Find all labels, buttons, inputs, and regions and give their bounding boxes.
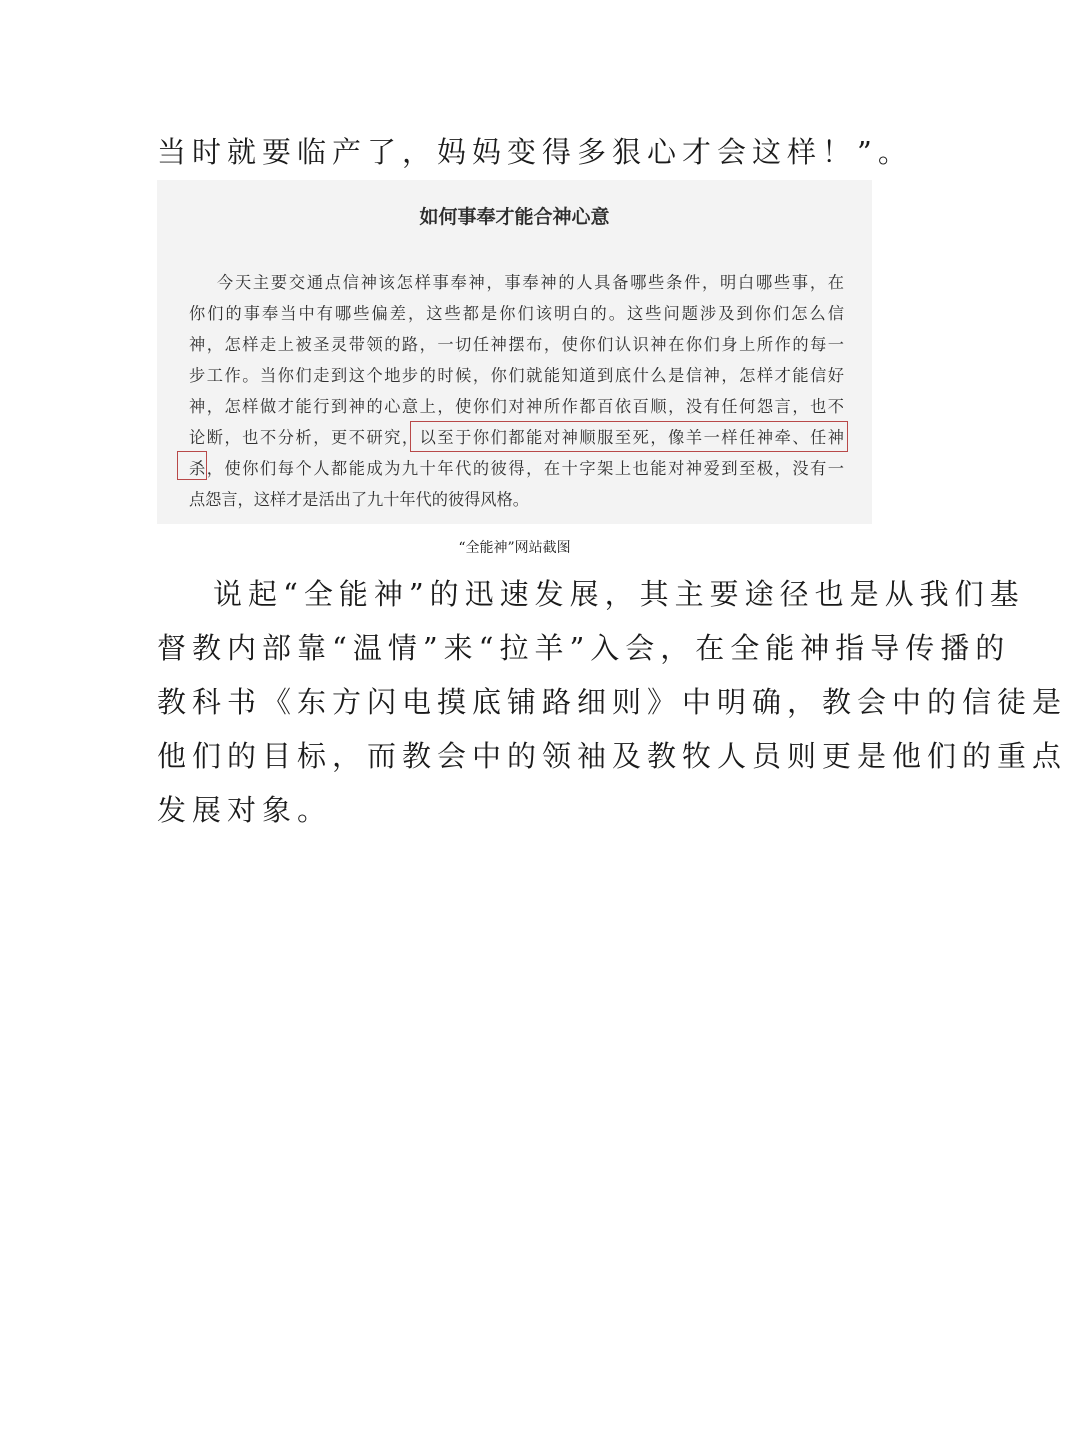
screenshot-line: 点怨言，这样才是活出了九十年代的彼得风格。 — [189, 490, 529, 509]
paragraph-line: 说起“全能神”的迅速发展，其主要途径也是从我们基 — [213, 577, 1025, 611]
top-text-line: 当时就要临产了，妈妈变得多狠心才会这样！”。 — [157, 135, 913, 169]
highlight-box — [410, 421, 848, 452]
screenshot-line: 神，怎样做才能行到神的心意上，使你们对神所作都百依百顺，没有任何怨言，也不 — [189, 397, 844, 416]
screenshot-line: 论断，也不分析，更不研究，以至于你们都能对神顺服至死，像羊一样任神牵、任神 — [189, 428, 844, 447]
highlight-box — [177, 451, 207, 480]
paragraph-line: 督教内部靠“温情”来“拉羊”入会，在全能神指导传播的 — [157, 631, 1011, 665]
screenshot-line: 神，怎样走上被圣灵带领的路，一切任神摆布，使你们认识神在你们身上所作的每一 — [189, 335, 844, 354]
screenshot-line: 你们的事奉当中有哪些偏差，这些都是你们该明白的。这些问题涉及到你们怎么信 — [189, 304, 844, 323]
paragraph-line: 他们的目标，而教会中的领袖及教牧人员则更是他们的重点 — [157, 739, 1067, 773]
website-screenshot — [157, 180, 872, 524]
screenshot-line: 步工作。当你们走到这个地步的时候，你们就能知道到底什么是信神，怎样才能信好 — [189, 366, 844, 385]
screenshot-line: 杀，使你们每个人都能成为九十年代的彼得，在十字架上也能对神爱到至极，没有一 — [189, 459, 844, 478]
screenshot-title: 如何事奉才能合神心意 — [419, 206, 610, 228]
paragraph-line: 教科书《东方闪电摸底铺路细则》中明确，教会中的信徒是 — [157, 685, 1067, 719]
paragraph-line: 发展对象。 — [157, 793, 333, 827]
image-caption: “全能神”网站截图 — [458, 540, 571, 556]
screenshot-line: 今天主要交通点信神该怎样事奉神，事奉神的人具备哪些条件，明白哪些事，在 — [217, 273, 844, 292]
